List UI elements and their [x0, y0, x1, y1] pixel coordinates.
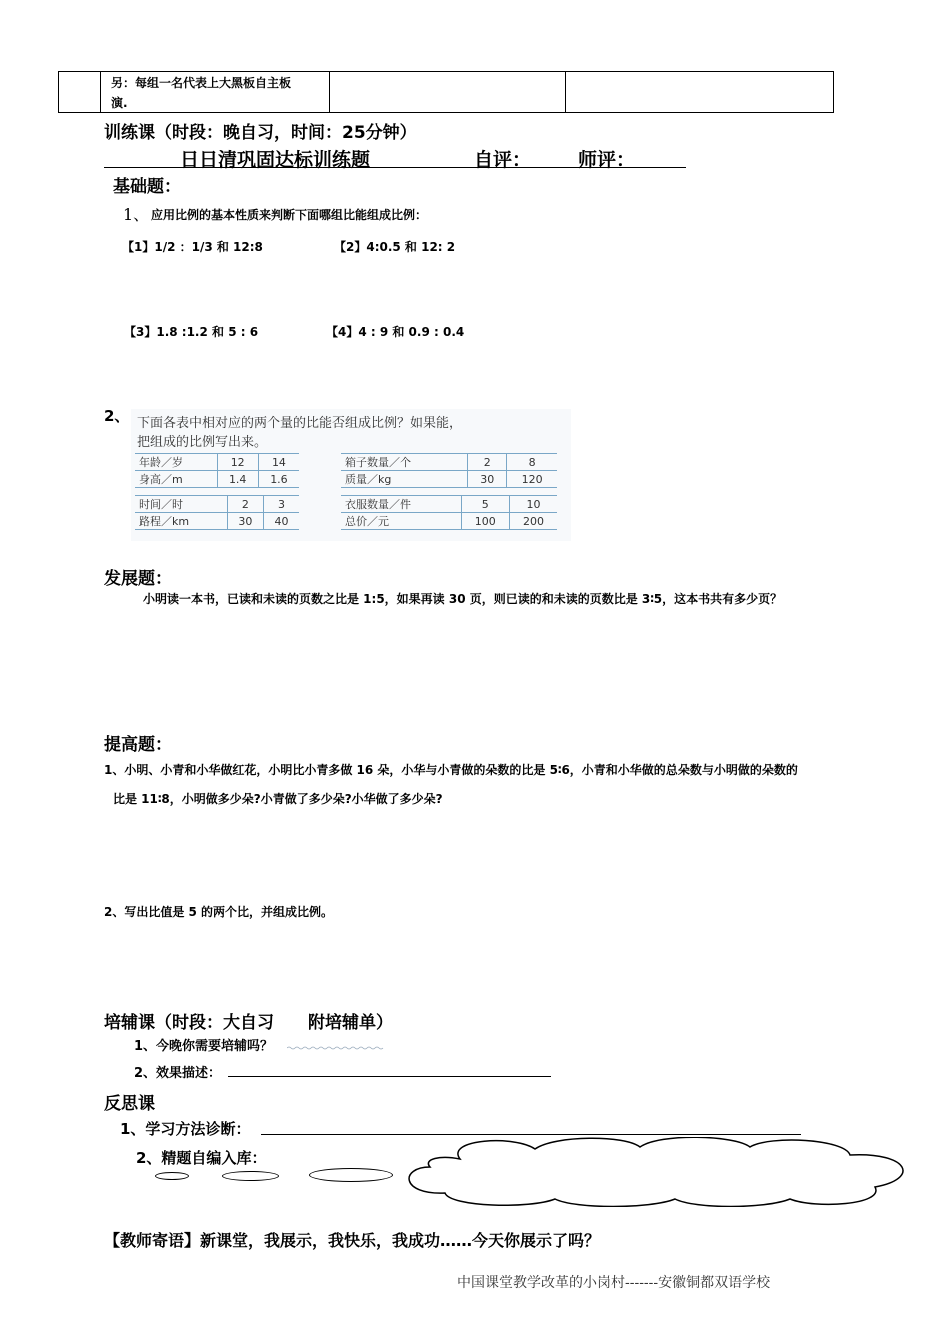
ratio-table-time-distance: 时间／时 2 3 路程／km 30 40 [135, 495, 299, 530]
q1-number: 1、 [123, 205, 150, 224]
q1-item-3: 【3】1.8 :1.2 和 5 : 6 [124, 325, 259, 339]
advanced-q1-line1: 1、小明、小青和小华做红花，小明比小青多做 16 朵，小华与小青做的朵数的比是 5∶6，小青和小华做的总朵数与小明做的朵数的 [104, 763, 798, 777]
table-divider [329, 72, 330, 112]
top-table [58, 71, 834, 113]
q1-item-2: 【2】4:0.5 和 12: 2 [334, 240, 456, 254]
textbook-image [131, 409, 571, 541]
teacher-message: 【教师寄语】新课堂，我展示，我快乐，我成功……今天你展示了吗？ [104, 1231, 601, 1250]
effect-answer-line [228, 1062, 551, 1077]
thought-bubble-small [155, 1172, 189, 1180]
tutoring-item2: 2、效果描述： [134, 1066, 222, 1081]
table-divider [565, 72, 566, 112]
tutoring-heading: 培辅课（时段：大自习 附培辅单） [104, 1013, 393, 1033]
thought-cloud [405, 1137, 915, 1207]
q1-item-4: 【4】4 : 9 和 0.9 : 0.4 [326, 325, 465, 339]
q1-item-1: 【1】1/2 ：1/3 和 12:8 [122, 240, 263, 254]
ratio-table-age-height: 年龄／岁 12 14 身高／m 1.4 1.6 [135, 453, 299, 488]
training-title: 日日清巩固达标训练题 [180, 149, 371, 171]
table-cell-text-line1: 另：每组一名代表上大黑板自主板 [111, 76, 292, 90]
ratio-table-clothes-price: 衣服数量／件 5 10 总价／元 100 200 [341, 495, 557, 530]
reflection-item2: 2、精题自编入库： [136, 1149, 267, 1167]
table-divider [100, 72, 101, 112]
diagnosis-answer-line [261, 1118, 801, 1135]
q2-number: 2、 [104, 407, 130, 425]
reflection-heading: 反思课 [104, 1094, 155, 1114]
develop-heading: 发展题： [104, 569, 172, 589]
image-question-line2: 把组成的比例写出来。 [137, 435, 268, 450]
training-heading: 训练课（时段：晚自习，时间：25分钟） [104, 123, 417, 143]
teacher-eval-label: 师评： [578, 149, 636, 171]
thought-bubble-medium [222, 1171, 279, 1181]
ratio-table-box-mass: 箱子数量／个 2 8 质量／kg 30 120 [341, 453, 557, 488]
wavy-underline [287, 1046, 385, 1051]
image-question-line1: 下面各表中相对应的两个量的比能否组成比例？如果能， [137, 416, 463, 431]
page-footer: 中国课堂教学改革的小岗村-------安徽铜都双语学校 [457, 1275, 771, 1291]
self-eval-label: 自评： [474, 149, 532, 171]
reflection-item1: 1、学习方法诊断： [120, 1120, 251, 1138]
table-cell-text-line2: 演. [111, 96, 128, 110]
tutoring-item1: 1、今晚你需要培辅吗？ [134, 1039, 274, 1054]
advanced-q1-line2: 比是 11∶8，小明做多少朵?小青做了多少朵?小华做了多少朵? [113, 792, 443, 806]
advanced-q2: 2、写出比值是 5 的两个比，并组成比例。 [104, 905, 334, 919]
q1-text: 应用比例的基本性质来判断下面哪组比能组成比例： [151, 208, 428, 222]
basic-heading: 基础题： [113, 177, 181, 197]
develop-question: 小明读一本书，已读和未读的页数之比是 1:5，如果再读 30 页，则已读的和未读的页数比是 3∶5，这本书共有多少页？ [143, 592, 783, 606]
thought-bubble-large [309, 1168, 393, 1182]
advanced-heading: 提高题： [104, 735, 172, 755]
